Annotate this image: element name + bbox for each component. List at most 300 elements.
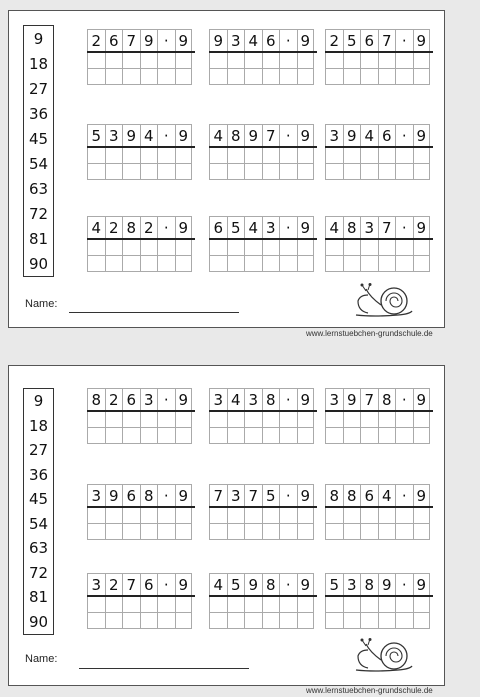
- answer-box[interactable]: [227, 256, 245, 272]
- answer-box[interactable]: [209, 148, 227, 164]
- answer-box[interactable]: [378, 164, 396, 180]
- answer-box[interactable]: [279, 412, 297, 428]
- answer-box[interactable]: [297, 597, 315, 613]
- answer-box[interactable]: [360, 412, 378, 428]
- answer-box[interactable]: [378, 508, 396, 524]
- answer-box[interactable]: [175, 613, 193, 629]
- answer-box[interactable]: [175, 240, 193, 256]
- answer-box[interactable]: [279, 428, 297, 444]
- answer-box[interactable]: [209, 53, 227, 69]
- answer-box[interactable]: [105, 428, 123, 444]
- answer-box[interactable]: [140, 508, 158, 524]
- answer-box[interactable]: [343, 428, 361, 444]
- answer-box[interactable]: [297, 524, 315, 540]
- answer-box[interactable]: [209, 412, 227, 428]
- answer-box[interactable]: [140, 148, 158, 164]
- answer-box[interactable]: [262, 240, 280, 256]
- multiples-of-nine-column: [23, 388, 54, 635]
- answer-box[interactable]: [343, 508, 361, 524]
- digit-cell: 3: [87, 484, 105, 506]
- name-label: Name:: [25, 298, 58, 310]
- name-line[interactable]: [79, 668, 249, 669]
- digit-cell: 6: [209, 216, 227, 238]
- answer-box[interactable]: [209, 613, 227, 629]
- answer-box[interactable]: [378, 597, 396, 613]
- answer-grid[interactable]: [325, 53, 433, 85]
- multiple-value: 81: [28, 229, 49, 248]
- answer-box[interactable]: [175, 256, 193, 272]
- digit-cell: 9: [297, 124, 315, 146]
- answer-box[interactable]: [395, 597, 413, 613]
- answer-box[interactable]: [175, 508, 193, 524]
- answer-box[interactable]: [279, 524, 297, 540]
- answer-box[interactable]: [227, 524, 245, 540]
- answer-box[interactable]: [87, 69, 105, 85]
- answer-box[interactable]: [413, 256, 431, 272]
- answer-box[interactable]: [244, 428, 262, 444]
- answer-grid[interactable]: [209, 508, 317, 540]
- answer-box[interactable]: [140, 53, 158, 69]
- answer-box[interactable]: [395, 524, 413, 540]
- multiplication-task: [209, 216, 317, 272]
- multiples-of-nine-column: [23, 25, 54, 277]
- digit-cell: 6: [360, 29, 378, 51]
- answer-box[interactable]: [122, 508, 140, 524]
- website-footer: www.lernstuebchen-grundschule.de: [306, 329, 433, 338]
- digit-cell: 8: [122, 216, 140, 238]
- answer-box[interactable]: [122, 613, 140, 629]
- times-dot: ·: [279, 124, 297, 146]
- multiple-value: 90: [28, 612, 49, 631]
- answer-box[interactable]: [297, 69, 315, 85]
- answer-box[interactable]: [262, 256, 280, 272]
- answer-box[interactable]: [279, 256, 297, 272]
- answer-box[interactable]: [360, 256, 378, 272]
- answer-box[interactable]: [244, 613, 262, 629]
- multiple-value: 54: [28, 514, 49, 533]
- answer-box[interactable]: [87, 428, 105, 444]
- answer-box[interactable]: [378, 412, 396, 428]
- answer-box[interactable]: [413, 53, 431, 69]
- answer-box[interactable]: [378, 148, 396, 164]
- answer-box[interactable]: [378, 613, 396, 629]
- digit-cell: 9: [413, 29, 431, 51]
- answer-box[interactable]: [325, 256, 343, 272]
- answer-box[interactable]: [105, 164, 123, 180]
- answer-box[interactable]: [279, 508, 297, 524]
- answer-box[interactable]: [244, 256, 262, 272]
- answer-box[interactable]: [175, 164, 193, 180]
- name-line[interactable]: [69, 312, 239, 313]
- multiple-value: 9: [33, 392, 44, 411]
- answer-box[interactable]: [262, 148, 280, 164]
- answer-grid[interactable]: [325, 508, 433, 540]
- digit-cell: 5: [227, 216, 245, 238]
- answer-box[interactable]: [105, 53, 123, 69]
- problem-row: [209, 29, 317, 51]
- answer-box[interactable]: [279, 148, 297, 164]
- answer-box[interactable]: [343, 597, 361, 613]
- answer-box[interactable]: [360, 597, 378, 613]
- answer-box[interactable]: [395, 240, 413, 256]
- digit-cell: 8: [360, 573, 378, 595]
- answer-box[interactable]: [209, 256, 227, 272]
- answer-box[interactable]: [244, 597, 262, 613]
- answer-box[interactable]: [175, 148, 193, 164]
- digit-cell: 4: [87, 216, 105, 238]
- answer-box[interactable]: [105, 240, 123, 256]
- answer-box[interactable]: [413, 428, 431, 444]
- answer-box[interactable]: [262, 597, 280, 613]
- answer-box[interactable]: [279, 240, 297, 256]
- answer-box[interactable]: [325, 597, 343, 613]
- multiplication-task: [325, 484, 433, 540]
- answer-box[interactable]: [325, 53, 343, 69]
- answer-box[interactable]: [157, 428, 175, 444]
- answer-box[interactable]: [122, 524, 140, 540]
- answer-box[interactable]: [122, 597, 140, 613]
- answer-box[interactable]: [244, 508, 262, 524]
- answer-box[interactable]: [87, 412, 105, 428]
- answer-box[interactable]: [140, 412, 158, 428]
- name-label: Name:: [25, 653, 58, 665]
- answer-box[interactable]: [227, 613, 245, 629]
- answer-grid[interactable]: [325, 148, 433, 180]
- answer-box[interactable]: [175, 69, 193, 85]
- answer-box[interactable]: [360, 53, 378, 69]
- answer-box[interactable]: [360, 524, 378, 540]
- answer-box[interactable]: [343, 524, 361, 540]
- digit-cell: 9: [413, 484, 431, 506]
- multiple-value: 27: [28, 79, 49, 98]
- answer-box[interactable]: [360, 164, 378, 180]
- answer-box[interactable]: [262, 164, 280, 180]
- answer-box[interactable]: [244, 148, 262, 164]
- answer-box[interactable]: [140, 256, 158, 272]
- answer-box[interactable]: [175, 524, 193, 540]
- answer-box[interactable]: [209, 508, 227, 524]
- answer-box[interactable]: [244, 240, 262, 256]
- answer-box[interactable]: [413, 524, 431, 540]
- digit-cell: 2: [105, 216, 123, 238]
- answer-box[interactable]: [413, 164, 431, 180]
- answer-box[interactable]: [297, 164, 315, 180]
- answer-box[interactable]: [157, 508, 175, 524]
- answer-box[interactable]: [140, 428, 158, 444]
- answer-box[interactable]: [157, 69, 175, 85]
- answer-box[interactable]: [413, 508, 431, 524]
- answer-box[interactable]: [325, 164, 343, 180]
- answer-box[interactable]: [157, 256, 175, 272]
- answer-box[interactable]: [395, 69, 413, 85]
- answer-box[interactable]: [87, 240, 105, 256]
- answer-box[interactable]: [395, 428, 413, 444]
- answer-box[interactable]: [262, 613, 280, 629]
- answer-box[interactable]: [105, 524, 123, 540]
- answer-box[interactable]: [244, 164, 262, 180]
- answer-box[interactable]: [157, 412, 175, 428]
- answer-box[interactable]: [279, 164, 297, 180]
- answer-box[interactable]: [105, 508, 123, 524]
- answer-box[interactable]: [209, 69, 227, 85]
- digit-cell: 3: [105, 124, 123, 146]
- answer-box[interactable]: [209, 240, 227, 256]
- answer-box[interactable]: [209, 164, 227, 180]
- answer-box[interactable]: [105, 613, 123, 629]
- answer-box[interactable]: [262, 508, 280, 524]
- answer-box[interactable]: [140, 524, 158, 540]
- answer-box[interactable]: [297, 148, 315, 164]
- digit-cell: 5: [325, 573, 343, 595]
- answer-box[interactable]: [105, 148, 123, 164]
- answer-box[interactable]: [325, 613, 343, 629]
- answer-box[interactable]: [395, 412, 413, 428]
- multiple-value: 63: [28, 539, 49, 558]
- answer-box[interactable]: [244, 412, 262, 428]
- answer-box[interactable]: [297, 240, 315, 256]
- answer-box[interactable]: [227, 428, 245, 444]
- answer-box[interactable]: [360, 613, 378, 629]
- answer-box[interactable]: [87, 508, 105, 524]
- digit-cell: 7: [378, 29, 396, 51]
- digit-cell: 8: [262, 573, 280, 595]
- digit-cell: 9: [378, 573, 396, 595]
- answer-box[interactable]: [343, 412, 361, 428]
- digit-cell: 6: [105, 29, 123, 51]
- digit-cell: 4: [325, 216, 343, 238]
- answer-box[interactable]: [413, 613, 431, 629]
- answer-box[interactable]: [122, 412, 140, 428]
- answer-box[interactable]: [378, 240, 396, 256]
- answer-box[interactable]: [87, 524, 105, 540]
- problem-row: [325, 388, 433, 410]
- answer-box[interactable]: [297, 256, 315, 272]
- answer-box[interactable]: [122, 69, 140, 85]
- answer-box[interactable]: [297, 412, 315, 428]
- answer-box[interactable]: [360, 240, 378, 256]
- digit-cell: 3: [360, 216, 378, 238]
- answer-box[interactable]: [87, 53, 105, 69]
- answer-box[interactable]: [343, 69, 361, 85]
- times-dot: ·: [279, 29, 297, 51]
- times-dot: ·: [279, 388, 297, 410]
- answer-box[interactable]: [122, 240, 140, 256]
- answer-box[interactable]: [262, 524, 280, 540]
- answer-box[interactable]: [227, 53, 245, 69]
- multiple-value: 9: [33, 29, 44, 48]
- answer-box[interactable]: [378, 524, 396, 540]
- answer-grid[interactable]: [209, 240, 317, 272]
- answer-box[interactable]: [227, 164, 245, 180]
- answer-grid[interactable]: [209, 412, 317, 444]
- answer-box[interactable]: [175, 53, 193, 69]
- answer-box[interactable]: [227, 508, 245, 524]
- answer-box[interactable]: [325, 412, 343, 428]
- answer-box[interactable]: [175, 597, 193, 613]
- answer-box[interactable]: [343, 148, 361, 164]
- answer-box[interactable]: [360, 148, 378, 164]
- answer-box[interactable]: [87, 597, 105, 613]
- answer-box[interactable]: [122, 148, 140, 164]
- answer-grid[interactable]: [209, 53, 317, 85]
- multiplication-task: [87, 573, 195, 629]
- digit-cell: 4: [209, 573, 227, 595]
- answer-box[interactable]: [297, 53, 315, 69]
- answer-box[interactable]: [343, 164, 361, 180]
- answer-box[interactable]: [413, 148, 431, 164]
- answer-box[interactable]: [325, 428, 343, 444]
- answer-box[interactable]: [157, 148, 175, 164]
- digit-cell: 3: [227, 484, 245, 506]
- digit-cell: 7: [360, 388, 378, 410]
- answer-box[interactable]: [105, 412, 123, 428]
- answer-grid[interactable]: [87, 508, 195, 540]
- answer-box[interactable]: [140, 597, 158, 613]
- multiple-value: 45: [28, 129, 49, 148]
- answer-box[interactable]: [395, 508, 413, 524]
- answer-box[interactable]: [262, 412, 280, 428]
- answer-box[interactable]: [297, 428, 315, 444]
- answer-box[interactable]: [87, 613, 105, 629]
- answer-grid[interactable]: [209, 148, 317, 180]
- answer-box[interactable]: [157, 597, 175, 613]
- answer-box[interactable]: [395, 53, 413, 69]
- answer-grid[interactable]: [325, 597, 433, 629]
- answer-box[interactable]: [279, 53, 297, 69]
- answer-box[interactable]: [343, 256, 361, 272]
- answer-box[interactable]: [395, 613, 413, 629]
- answer-box[interactable]: [244, 524, 262, 540]
- problem-row: [87, 124, 195, 146]
- snail-icon: [354, 638, 416, 674]
- answer-box[interactable]: [279, 597, 297, 613]
- answer-grid[interactable]: [87, 53, 195, 85]
- answer-box[interactable]: [279, 613, 297, 629]
- answer-grid[interactable]: [325, 412, 433, 444]
- answer-box[interactable]: [140, 613, 158, 629]
- digit-cell: 9: [413, 573, 431, 595]
- digit-cell: 3: [209, 388, 227, 410]
- answer-box[interactable]: [227, 148, 245, 164]
- answer-box[interactable]: [378, 256, 396, 272]
- answer-grid[interactable]: [87, 412, 195, 444]
- answer-box[interactable]: [343, 53, 361, 69]
- answer-box[interactable]: [140, 69, 158, 85]
- answer-box[interactable]: [87, 164, 105, 180]
- answer-box[interactable]: [157, 613, 175, 629]
- answer-box[interactable]: [105, 597, 123, 613]
- digit-cell: 9: [413, 388, 431, 410]
- answer-box[interactable]: [227, 69, 245, 85]
- answer-box[interactable]: [395, 164, 413, 180]
- answer-box[interactable]: [413, 597, 431, 613]
- answer-box[interactable]: [157, 240, 175, 256]
- answer-box[interactable]: [395, 148, 413, 164]
- digit-cell: 9: [122, 124, 140, 146]
- answer-box[interactable]: [360, 508, 378, 524]
- answer-box[interactable]: [209, 524, 227, 540]
- answer-box[interactable]: [140, 164, 158, 180]
- answer-grid[interactable]: [87, 148, 195, 180]
- answer-box[interactable]: [175, 428, 193, 444]
- digit-cell: 5: [227, 573, 245, 595]
- answer-box[interactable]: [262, 69, 280, 85]
- problem-row: [87, 484, 195, 506]
- problem-row: [325, 29, 433, 51]
- answer-box[interactable]: [209, 428, 227, 444]
- answer-box[interactable]: [227, 412, 245, 428]
- answer-box[interactable]: [297, 613, 315, 629]
- answer-box[interactable]: [395, 256, 413, 272]
- answer-box[interactable]: [122, 256, 140, 272]
- digit-cell: 9: [413, 124, 431, 146]
- answer-box[interactable]: [227, 240, 245, 256]
- answer-box[interactable]: [122, 53, 140, 69]
- answer-grid[interactable]: [87, 240, 195, 272]
- answer-box[interactable]: [325, 508, 343, 524]
- answer-box[interactable]: [262, 428, 280, 444]
- answer-box[interactable]: [297, 508, 315, 524]
- digit-cell: 9: [297, 573, 315, 595]
- digit-cell: 9: [343, 388, 361, 410]
- answer-box[interactable]: [360, 428, 378, 444]
- answer-box[interactable]: [413, 240, 431, 256]
- answer-box[interactable]: [325, 524, 343, 540]
- answer-box[interactable]: [343, 240, 361, 256]
- multiple-value: 81: [28, 588, 49, 607]
- answer-box[interactable]: [378, 428, 396, 444]
- answer-box[interactable]: [244, 69, 262, 85]
- answer-grid[interactable]: [209, 597, 317, 629]
- answer-box[interactable]: [175, 412, 193, 428]
- answer-box[interactable]: [157, 164, 175, 180]
- answer-box[interactable]: [279, 69, 297, 85]
- times-dot: ·: [157, 124, 175, 146]
- answer-box[interactable]: [343, 613, 361, 629]
- answer-box[interactable]: [105, 256, 123, 272]
- answer-box[interactable]: [262, 53, 280, 69]
- answer-box[interactable]: [227, 597, 245, 613]
- answer-box[interactable]: [157, 53, 175, 69]
- digit-cell: 9: [209, 29, 227, 51]
- answer-box[interactable]: [105, 69, 123, 85]
- answer-grid[interactable]: [87, 597, 195, 629]
- answer-box[interactable]: [87, 256, 105, 272]
- answer-box[interactable]: [325, 240, 343, 256]
- digit-cell: 6: [360, 484, 378, 506]
- answer-box[interactable]: [413, 69, 431, 85]
- answer-box[interactable]: [122, 428, 140, 444]
- answer-grid[interactable]: [325, 240, 433, 272]
- answer-box[interactable]: [122, 164, 140, 180]
- answer-box[interactable]: [378, 69, 396, 85]
- answer-box[interactable]: [140, 240, 158, 256]
- multiple-value: 36: [28, 104, 49, 123]
- answer-box[interactable]: [325, 69, 343, 85]
- answer-box[interactable]: [360, 69, 378, 85]
- answer-box[interactable]: [413, 412, 431, 428]
- answer-box[interactable]: [87, 148, 105, 164]
- digit-cell: 6: [140, 573, 158, 595]
- answer-box[interactable]: [157, 524, 175, 540]
- answer-box[interactable]: [244, 53, 262, 69]
- answer-box[interactable]: [209, 597, 227, 613]
- answer-box[interactable]: [325, 148, 343, 164]
- problem-row: [325, 573, 433, 595]
- digit-cell: 6: [262, 29, 280, 51]
- answer-box[interactable]: [378, 53, 396, 69]
- times-dot: ·: [279, 216, 297, 238]
